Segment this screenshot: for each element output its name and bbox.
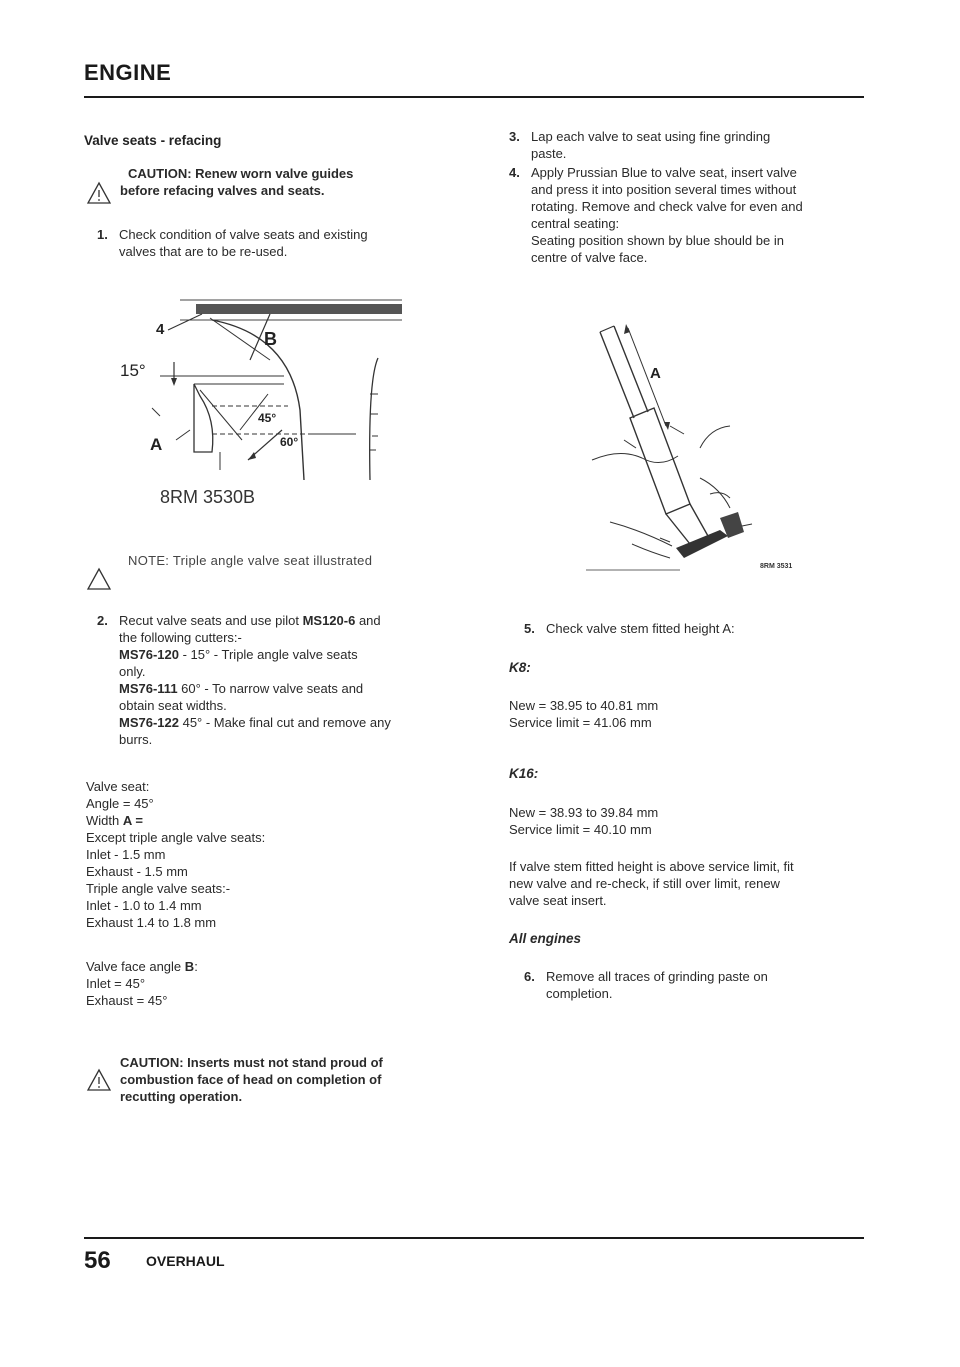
step-4-line: central seating: [531, 216, 620, 231]
caution-1-line-2: before refacing valves and seats. [120, 183, 325, 198]
limit-note [509, 858, 879, 909]
step-3-line-1: Lap each valve to seat using fine grinding [531, 129, 771, 144]
step-5-line-1: Check valve stem fitted height A: [546, 621, 735, 636]
cutter-2-cont: obtain seat widths. [119, 698, 227, 713]
step-6-line-2: completion. [546, 986, 613, 1001]
step-6-line-1: Remove all traces of grinding paste on [546, 969, 768, 984]
step-2-line-1: Recut valve seats and use pilot MS120-6 and [119, 613, 381, 628]
k16-heading: K16: [509, 766, 539, 781]
caution-2-line-3: recutting operation. [120, 1089, 243, 1104]
caution-block-2 [86, 1054, 466, 1105]
label-a: A [150, 435, 163, 454]
label-4: 4 [156, 321, 165, 338]
step-number: 5. [524, 621, 535, 636]
caution-1-line-1: CAUTION: Renew worn valve guides [128, 166, 354, 181]
face-spec-line: Inlet = 45° [86, 976, 146, 991]
cutter-1-cont: only. [119, 664, 146, 679]
caution-2-line-2: combustion face of head on completion of [120, 1072, 382, 1087]
seat-spec-line: Inlet - 1.0 to 1.4 mm [86, 898, 202, 913]
step-2 [97, 612, 447, 748]
label-15-degrees: 15° [120, 361, 146, 380]
caution-2-line-1: CAUTION: Inserts must not stand proud of [120, 1055, 383, 1070]
seat-spec-line: Angle = 45° [86, 796, 154, 811]
page-title: ENGINE [84, 60, 172, 85]
cutter-2-part: MS76-111 [119, 681, 178, 696]
label-b: B [264, 329, 277, 349]
label-a: A [650, 365, 661, 382]
k8-heading: K8: [509, 660, 531, 675]
warning-triangle-icon [86, 181, 112, 205]
step-number: 3. [509, 129, 520, 144]
cutter-3-part: MS76-122 [119, 715, 179, 730]
step-number: 4. [509, 165, 520, 180]
valve-head [676, 530, 728, 558]
step-4-line: centre of valve face. [531, 250, 648, 265]
caution-block-1 [86, 165, 446, 205]
step-number: 1. [97, 227, 108, 242]
face-spec-block [86, 958, 426, 1009]
cutter-3-cont: burrs. [119, 732, 153, 747]
seat-spec-line: Exhaust 1.4 to 1.8 mm [86, 915, 217, 930]
header-rule [84, 96, 864, 98]
seat-spec-line: Valve seat: [86, 779, 150, 794]
seat-spec-line: Except triple angle valve seats: [86, 830, 266, 845]
seat-spec-line: Width A = [86, 813, 143, 828]
step-3 [509, 128, 879, 162]
label-60-degrees: 60° [280, 435, 299, 449]
seat-spec-block [86, 778, 426, 931]
note-triangle-icon [86, 567, 112, 591]
cutter-1: MS76-120 - 15° - Triple angle valve seats [119, 647, 358, 662]
step-4-line: Apply Prussian Blue to valve seat, insert valve [531, 165, 797, 180]
footer-section: OVERHAUL [146, 1253, 225, 1269]
k16-service-limit: Service limit = 40.10 mm [509, 822, 652, 837]
step-1-line-1: Check condition of valve seats and existing [119, 227, 368, 242]
cutter-2: MS76-111 60° - To narrow valve seats and [119, 681, 364, 696]
k16-new: New = 38.93 to 39.84 mm [509, 805, 659, 820]
warning-triangle-icon [86, 1068, 112, 1092]
k8-new: New = 38.95 to 40.81 mm [509, 698, 659, 713]
limit-note-line: valve seat insert. [509, 893, 607, 908]
step-4-line: rotating. Remove and check valve for even and [531, 199, 803, 214]
seat-spec-line: Triple angle valve seats:- [86, 881, 231, 896]
face-spec-line: Exhaust = 45° [86, 993, 168, 1008]
step-4-line: Seating position shown by blue should be in [531, 233, 784, 248]
step-4 [509, 164, 879, 266]
step-number: 6. [524, 969, 535, 984]
k8-spec [509, 697, 658, 731]
head-face-hatch [196, 304, 402, 314]
step-2-line-2: the following cutters:- [119, 630, 242, 645]
section-heading: Valve seats - refacing [84, 133, 222, 148]
seat-spec-line: Exhaust - 1.5 mm [86, 864, 188, 879]
all-engines-heading: All engines [509, 931, 582, 946]
label-45-degrees: 45° [258, 411, 277, 425]
limit-note-line: If valve stem fitted height is above service limit, fit [509, 859, 794, 874]
cutter-1-part: MS76-120 [119, 647, 179, 662]
note-block [86, 553, 446, 591]
step-1-line-2: valves that are to be re-used. [119, 244, 288, 259]
cutter-3: MS76-122 45° - Make final cut and remove any [119, 715, 391, 730]
pilot-part-number: MS120-6 [302, 613, 356, 628]
footer-rule [84, 1237, 864, 1239]
step-6 [524, 968, 874, 1002]
figure-1-caption: 8RM 3530B [160, 487, 256, 507]
step-4-line: and press it into position several times without [531, 182, 797, 197]
step-number: 2. [97, 613, 108, 628]
seat-spec-line: Inlet - 1.5 mm [86, 847, 166, 862]
figure-2-caption: 8RM 3531 [760, 563, 793, 570]
step-3-line-2: paste. [531, 146, 567, 161]
k8-service-limit: Service limit = 41.06 mm [509, 715, 652, 730]
step-1 [97, 226, 437, 260]
page-number: 56 [84, 1247, 111, 1274]
valve-height-diagram [580, 308, 830, 580]
step-5 [524, 620, 874, 637]
k16-spec [509, 804, 658, 838]
limit-note-line: new valve and re-check, if still over limit, renew [509, 876, 780, 891]
face-spec-line: Valve face angle B: [86, 959, 198, 974]
note-text: NOTE: Triple angle valve seat illustrated [128, 553, 373, 568]
